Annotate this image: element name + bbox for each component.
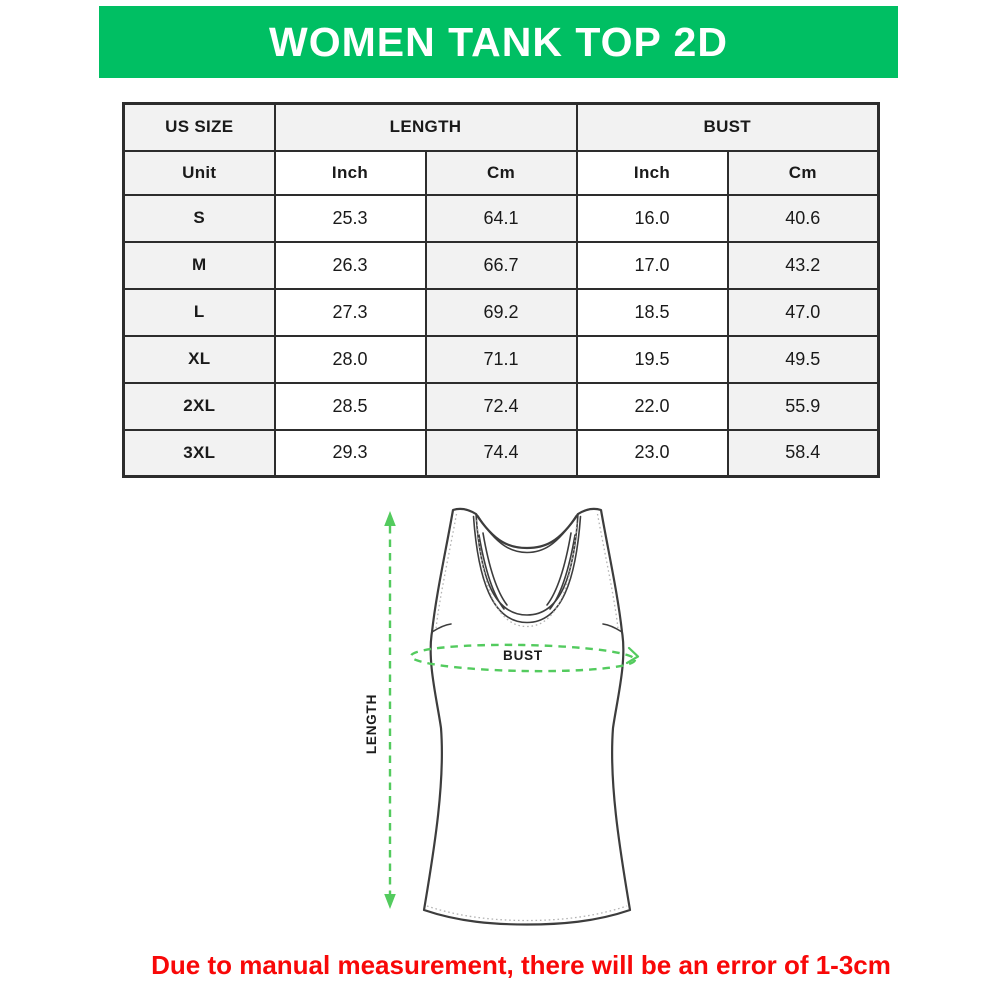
bust-inch-cell: 22.0	[577, 383, 728, 430]
bust-inch-cell: 23.0	[577, 430, 728, 477]
size-cell: XL	[124, 336, 275, 383]
length-inch-cell: 25.3	[275, 195, 426, 242]
length-inch-cell: 28.0	[275, 336, 426, 383]
bust-cm-cell: 47.0	[728, 289, 879, 336]
col-header-us-size: US SIZE	[124, 104, 275, 151]
length-inch-cell: 28.5	[275, 383, 426, 430]
length-cm-cell: 71.1	[426, 336, 577, 383]
unit-bust-inch-cell: Inch	[577, 151, 728, 195]
bust-cm-cell: 55.9	[728, 383, 879, 430]
header-row	[124, 104, 879, 151]
size-cell: 3XL	[124, 430, 275, 477]
tank-top-drawing	[424, 509, 630, 925]
bust-inch-cell: 17.0	[577, 242, 728, 289]
length-arrow	[384, 511, 396, 909]
arrow-up-icon	[384, 511, 396, 526]
title-banner	[99, 6, 898, 78]
length-inch-cell: 29.3	[275, 430, 426, 477]
size-chart-table	[122, 102, 880, 478]
table-row-xl	[124, 336, 879, 383]
measurement-note: Due to manual measurement, there will be an error of 1-3cm	[151, 950, 891, 980]
table-row-2xl	[124, 383, 879, 430]
tank-top-diagram	[350, 495, 670, 935]
size-cell: M	[124, 242, 275, 289]
bust-inch-cell: 18.5	[577, 289, 728, 336]
length-inch-cell: 27.3	[275, 289, 426, 336]
bust-label: BUST	[503, 648, 543, 663]
unit-length-cm-cell: Cm	[426, 151, 577, 195]
unit-length-inch-cell: Inch	[275, 151, 426, 195]
length-cm-cell: 64.1	[426, 195, 577, 242]
size-cell: 2XL	[124, 383, 275, 430]
bust-inch-cell: 16.0	[577, 195, 728, 242]
bust-inch-cell: 19.5	[577, 336, 728, 383]
bust-cm-cell: 49.5	[728, 336, 879, 383]
unit-row	[124, 151, 879, 195]
arrow-down-icon	[384, 894, 396, 909]
bust-cm-cell: 43.2	[728, 242, 879, 289]
length-cm-cell: 72.4	[426, 383, 577, 430]
table-row-3xl	[124, 430, 879, 477]
length-label: LENGTH	[364, 693, 379, 755]
col-header-bust: BUST	[577, 104, 879, 151]
unit-header-cell: Unit	[124, 151, 275, 195]
bust-cm-cell: 58.4	[728, 430, 879, 477]
table-row-s	[124, 195, 879, 242]
length-cm-cell: 66.7	[426, 242, 577, 289]
table-row-m	[124, 242, 879, 289]
length-inch-cell: 26.3	[275, 242, 426, 289]
length-cm-cell: 74.4	[426, 430, 577, 477]
size-cell: L	[124, 289, 275, 336]
page-title: WOMEN TANK TOP 2D	[269, 18, 728, 65]
unit-bust-cm-cell: Cm	[728, 151, 879, 195]
size-cell: S	[124, 195, 275, 242]
bust-cm-cell: 40.6	[728, 195, 879, 242]
col-header-length: LENGTH	[275, 104, 577, 151]
length-cm-cell: 69.2	[426, 289, 577, 336]
table-row-l	[124, 289, 879, 336]
